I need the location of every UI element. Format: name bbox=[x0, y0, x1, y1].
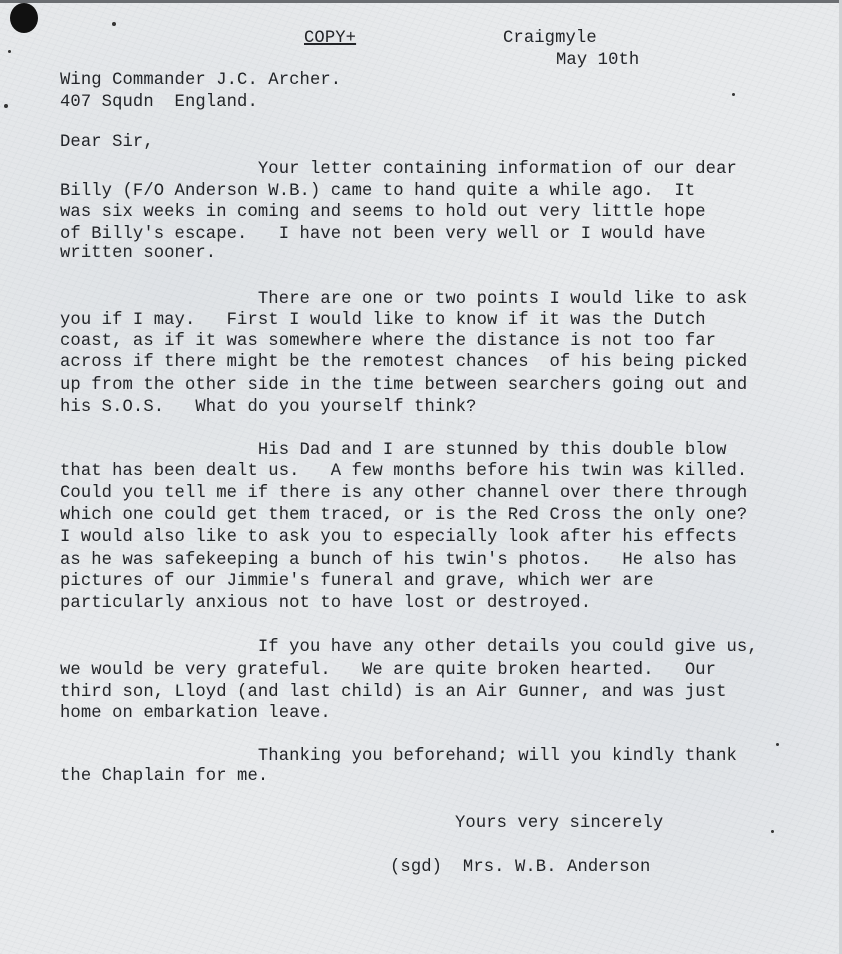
para-3-line: His Dad and I are stunned by this double blow bbox=[60, 441, 727, 460]
punch-hole bbox=[10, 3, 38, 33]
para-3-line: pictures of our Jimmie's funeral and grave, which wer are bbox=[60, 572, 654, 591]
ink-speck bbox=[776, 743, 779, 746]
para-4-line: If you have any other details you could give us, bbox=[60, 638, 758, 657]
para-2-line: across if there might be the remotest chances of his being picked bbox=[60, 353, 748, 372]
para-4-line: home on embarkation leave. bbox=[60, 704, 331, 723]
recipient-unit: 407 Squdn England. bbox=[60, 93, 258, 112]
para-1-line: written sooner. bbox=[60, 244, 217, 263]
ink-speck bbox=[732, 93, 735, 96]
para-1-line: of Billy's escape. I have not been very well or I would have bbox=[60, 225, 706, 244]
ink-speck bbox=[112, 22, 116, 26]
para-1-line: was six weeks in coming and seems to hold out very little hope bbox=[60, 203, 706, 222]
para-3-line: as he was safekeeping a bunch of his twin's photos. He also has bbox=[60, 551, 737, 570]
ink-speck bbox=[8, 50, 11, 53]
para-3-line: that has been dealt us. A few months before his twin was killed. bbox=[60, 462, 748, 481]
salutation: Dear Sir, bbox=[60, 133, 154, 152]
ink-speck bbox=[771, 830, 774, 833]
para-1-line: Your letter containing information of our dear bbox=[60, 160, 737, 179]
para-3-line: Could you tell me if there is any other channel over there through bbox=[60, 484, 748, 503]
letter-place: Craigmyle bbox=[503, 29, 597, 48]
signature: (sgd) Mrs. W.B. Anderson bbox=[390, 858, 651, 877]
para-3-line: particularly anxious not to have lost or destroyed. bbox=[60, 594, 592, 613]
para-2-line: coast, as if it was somewhere where the distance is not too far bbox=[60, 332, 717, 351]
para-2-line: his S.O.S. What do you yourself think? bbox=[60, 398, 477, 417]
copy-mark: COPY+ bbox=[304, 29, 357, 48]
para-3-line: which one could get them traced, or is the Red Cross the only one? bbox=[60, 506, 748, 525]
letter-date: May 10th bbox=[556, 51, 640, 70]
page-top-edge bbox=[0, 0, 842, 3]
para-1-line: Billy (F/O Anderson W.B.) came to hand quite a while ago. It bbox=[60, 182, 696, 201]
para-3-line: I would also like to ask you to especially look after his effects bbox=[60, 528, 737, 547]
para-5-line: Thanking you beforehand; will you kindly thank bbox=[60, 747, 737, 766]
para-4-line: we would be very grateful. We are quite broken hearted. Our bbox=[60, 661, 717, 680]
para-2-line: you if I may. First I would like to know if it was the Dutch bbox=[60, 311, 706, 330]
para-5-line: the Chaplain for me. bbox=[60, 767, 269, 786]
recipient-name: Wing Commander J.C. Archer. bbox=[60, 71, 342, 90]
closing: Yours very sincerely bbox=[455, 814, 664, 833]
para-2-line: There are one or two points I would like to ask bbox=[60, 290, 748, 309]
para-2-line: up from the other side in the time between searchers going out and bbox=[60, 376, 748, 395]
para-4-line: third son, Lloyd (and last child) is an Air Gunner, and was just bbox=[60, 683, 727, 702]
ink-speck bbox=[4, 104, 8, 108]
